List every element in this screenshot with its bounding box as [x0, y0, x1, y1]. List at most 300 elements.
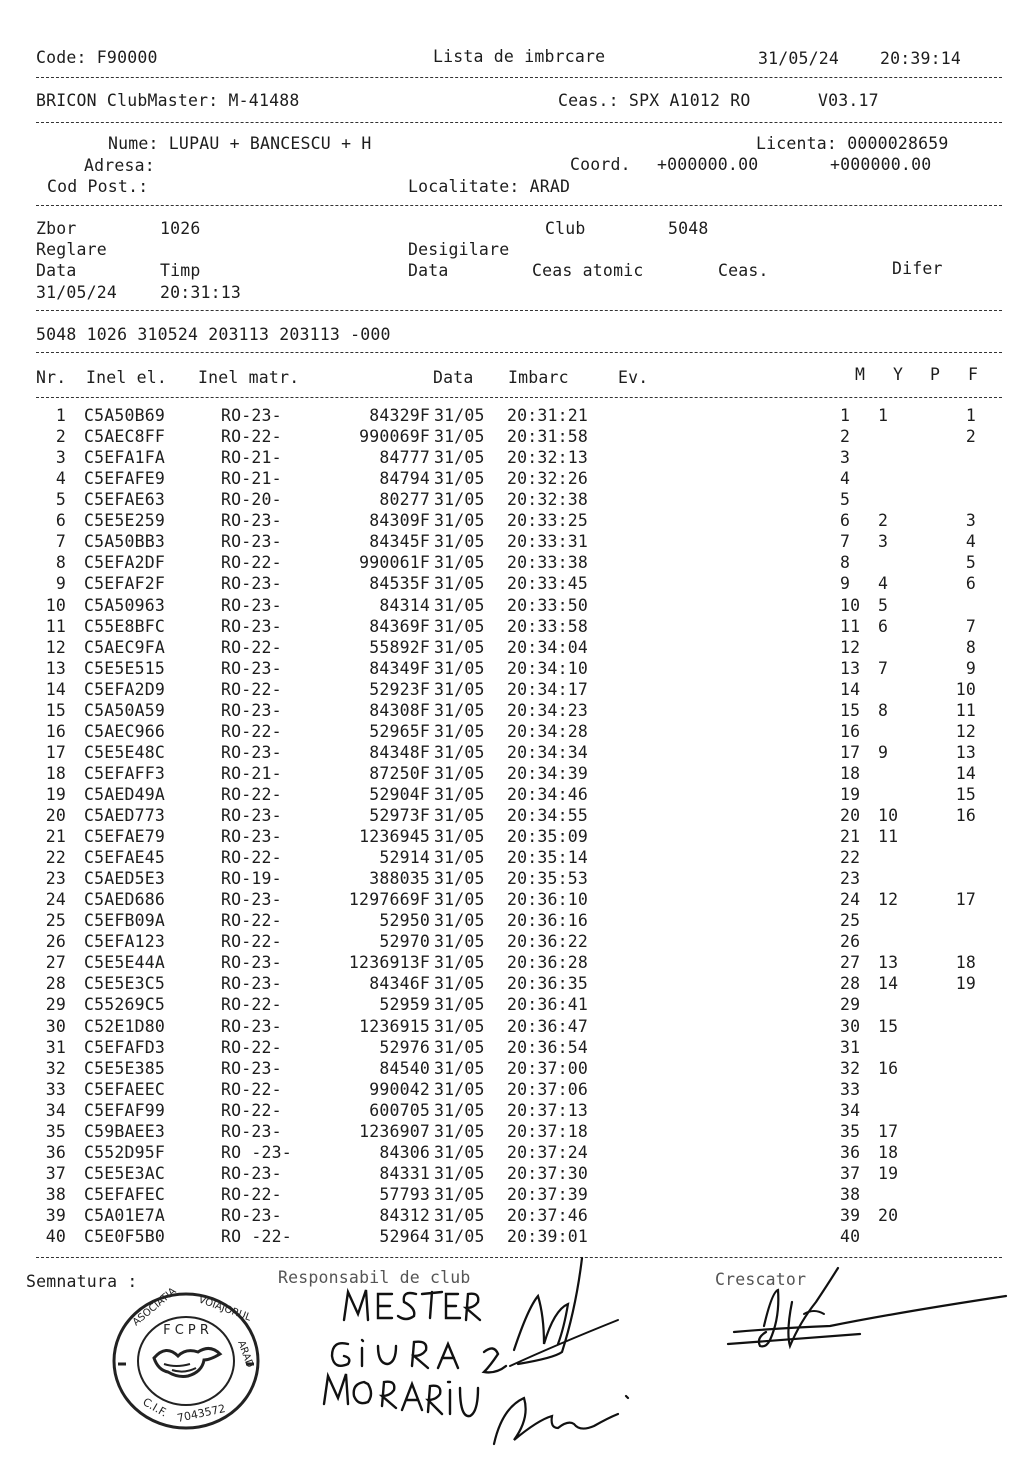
rank-m: 4 — [840, 469, 851, 489]
ring-number: 84349F — [369, 658, 430, 678]
ring-prefix: RO-21- — [221, 469, 282, 489]
svg-text:ARAD: ARAD — [235, 1339, 256, 1370]
ring-number: 52976 — [379, 1037, 430, 1057]
rank-y: 16 — [878, 1058, 899, 1078]
col-ev: Ev. — [618, 368, 649, 387]
ring-prefix: RO-23- — [221, 1121, 282, 1141]
rank-m: 18 — [840, 763, 861, 783]
ring-prefix: RO-23- — [221, 827, 282, 846]
ring-prefix: RO-21- — [221, 448, 282, 468]
ring-number: 1236907 — [359, 1121, 430, 1141]
arrival-date: 31/05 — [434, 1100, 485, 1120]
rank-m: 39 — [840, 1205, 861, 1225]
ring-prefix: RO-23- — [221, 1205, 282, 1225]
rank-m: 6 — [840, 511, 851, 531]
table-row — [0, 722, 1024, 743]
ring-prefix: RO-23- — [221, 806, 282, 825]
rank-y: 3 — [878, 532, 889, 552]
row-number: 11 — [45, 616, 66, 636]
difference-label: Difer — [892, 259, 943, 278]
rank-m: 37 — [840, 1163, 861, 1183]
rank-f: 17 — [955, 890, 976, 910]
svg-text:ASOCIATIA: ASOCIATIA — [130, 1286, 179, 1329]
table-row — [0, 680, 1024, 701]
rank-y: 5 — [878, 595, 889, 615]
ring-prefix: RO-23- — [221, 658, 282, 678]
row-number: 14 — [45, 679, 66, 699]
col-imbarc: Imbarc — [508, 368, 569, 387]
table-row — [0, 448, 1024, 469]
table-row — [0, 932, 1024, 953]
arrival-date: 31/05 — [434, 953, 485, 973]
table-row — [0, 1227, 1024, 1248]
col-p: P — [930, 365, 941, 384]
ring-prefix: RO-23- — [221, 1163, 282, 1183]
rank-y: 14 — [878, 974, 899, 994]
ring-number: 52923F — [369, 679, 430, 699]
arrival-date: 31/05 — [434, 469, 485, 489]
row-number: 36 — [45, 1142, 66, 1162]
ring-number: 84794 — [379, 469, 430, 489]
club-responsible-signatures — [318, 1248, 678, 1453]
table-row — [0, 890, 1024, 911]
arrival-time: 20:37:30 — [507, 1163, 589, 1183]
rank-y: 17 — [878, 1121, 899, 1141]
row-number: 1 — [55, 406, 66, 425]
locality: Localitate: ARAD — [408, 177, 571, 196]
arrival-date: 31/05 — [434, 1079, 485, 1099]
table-row — [0, 469, 1024, 490]
clock-id: Ceas.: SPX A1012 RO — [558, 91, 751, 110]
rank-y: 7 — [878, 658, 889, 678]
electronic-ring: C5E5E3AC — [84, 1163, 166, 1183]
electronic-ring: C5AEC966 — [84, 721, 166, 741]
table-row — [0, 869, 1024, 890]
table-row — [0, 1143, 1024, 1164]
separator — [36, 310, 1002, 311]
code-label: Code: F90000 — [36, 48, 158, 67]
electronic-ring: C5E5E515 — [84, 658, 166, 678]
svg-text:7043572: 7043572 — [175, 1402, 227, 1425]
rank-f: 19 — [955, 974, 976, 994]
rank-m: 28 — [840, 974, 861, 994]
table-row — [0, 617, 1024, 638]
club-responsible-label: Responsabil de club — [278, 1268, 471, 1287]
arrival-date: 31/05 — [434, 911, 485, 931]
club-label: Club — [545, 219, 586, 238]
ring-number: 84312 — [379, 1205, 430, 1225]
table-row — [0, 574, 1024, 595]
rank-m: 10 — [840, 595, 861, 615]
ring-prefix: RO-22- — [221, 553, 282, 573]
table-row — [0, 1080, 1024, 1101]
ring-prefix: RO-23- — [221, 974, 282, 994]
ring-prefix: RO-23- — [221, 742, 282, 762]
row-number: 22 — [45, 848, 66, 867]
arrival-time: 20:37:00 — [507, 1058, 589, 1078]
rank-y: 13 — [878, 953, 899, 973]
flight-label: Zbor — [36, 219, 77, 238]
ring-prefix: RO-22- — [221, 637, 282, 657]
arrival-date: 31/05 — [434, 574, 485, 594]
ring-prefix: RO -22- — [221, 1227, 292, 1246]
ring-number: 84346F — [369, 974, 430, 994]
table-row — [0, 1101, 1024, 1122]
rank-f: 16 — [955, 806, 976, 825]
arrival-time: 20:33:50 — [507, 595, 589, 615]
electronic-ring: C5EFAFD3 — [84, 1037, 166, 1057]
ring-prefix: RO-22- — [221, 784, 282, 804]
rank-m: 33 — [840, 1079, 861, 1099]
rank-f: 15 — [955, 784, 976, 804]
ring-number: 1297669F — [348, 890, 430, 910]
table-row — [0, 1059, 1024, 1080]
arrival-date: 31/05 — [434, 637, 485, 657]
arrival-time: 20:36:41 — [507, 995, 589, 1015]
ring-prefix: RO -23- — [221, 1142, 292, 1162]
rank-m: 34 — [840, 1100, 861, 1120]
table-row — [0, 848, 1024, 869]
rank-f: 10 — [955, 679, 976, 699]
electronic-ring: C5EFAE63 — [84, 490, 166, 510]
rank-f: 12 — [955, 721, 976, 741]
svg-text:VOIAJORUL: VOIAJORUL — [196, 1294, 253, 1324]
electronic-ring: C52E1D80 — [84, 1016, 166, 1036]
ring-number: 388035 — [369, 869, 430, 889]
unsealing-date-label: Data — [408, 261, 449, 280]
arrival-date: 31/05 — [434, 890, 485, 910]
arrival-date: 31/05 — [434, 1058, 485, 1078]
rank-f: 7 — [965, 616, 976, 636]
arrival-time: 20:33:38 — [507, 553, 589, 573]
arrival-date: 31/05 — [434, 490, 485, 510]
rank-f: 5 — [965, 553, 976, 573]
ring-number: 84306 — [379, 1142, 430, 1162]
rank-m: 38 — [840, 1184, 861, 1204]
arrival-time: 20:34:39 — [507, 763, 589, 783]
row-number: 27 — [45, 953, 66, 973]
row-number: 35 — [45, 1121, 66, 1141]
rank-m: 17 — [840, 742, 861, 762]
ring-number: 990069F — [359, 427, 430, 447]
rank-f: 1 — [965, 406, 976, 425]
electronic-ring: C5EFAFEC — [84, 1184, 166, 1204]
ring-number: 84308F — [369, 700, 430, 720]
ring-number: 84314 — [379, 595, 430, 615]
rank-f: 11 — [955, 700, 976, 720]
ring-number: 84309F — [369, 511, 430, 531]
table-row — [0, 953, 1024, 974]
arrival-date: 31/05 — [434, 679, 485, 699]
row-number: 29 — [45, 995, 66, 1015]
arrival-date: 31/05 — [434, 784, 485, 804]
electronic-ring: C5EFAFF3 — [84, 763, 166, 783]
signature-label: Semnatura : — [26, 1272, 138, 1291]
electronic-ring: C5AED49A — [84, 784, 166, 804]
ring-prefix: RO-22- — [221, 1184, 282, 1204]
ring-prefix: RO-22- — [221, 932, 282, 952]
rank-m: 30 — [840, 1016, 861, 1036]
table-row — [0, 974, 1024, 995]
row-number: 23 — [45, 869, 66, 889]
rank-m: 36 — [840, 1142, 861, 1162]
rank-f: 14 — [955, 763, 976, 783]
separator — [36, 122, 1002, 123]
electronic-ring: C5EFAE45 — [84, 848, 166, 867]
col-y: Y — [893, 365, 904, 384]
arrival-date: 31/05 — [434, 532, 485, 552]
ring-number: 990061F — [359, 553, 430, 573]
rank-f: 3 — [965, 511, 976, 531]
ring-number: 52950 — [379, 911, 430, 931]
rank-m: 16 — [840, 721, 861, 741]
ring-prefix: RO-22- — [221, 679, 282, 699]
postal-code: Cod Post.: — [47, 177, 149, 196]
clubmaster-id: BRICON ClubMaster: M-41488 — [36, 91, 300, 110]
coord-y: +000000.00 — [830, 155, 932, 174]
electronic-ring: C5A01E7A — [84, 1205, 166, 1225]
electronic-ring: C55E8BFC — [84, 616, 166, 636]
rank-m: 24 — [840, 890, 861, 910]
table-row — [0, 827, 1024, 848]
rank-m: 31 — [840, 1037, 861, 1057]
arrival-time: 20:33:31 — [507, 532, 589, 552]
electronic-ring: C59BAEE3 — [84, 1121, 166, 1141]
setting-label: Reglare — [36, 240, 107, 259]
rank-y: 2 — [878, 511, 889, 531]
breeder-label: Crescator — [715, 1270, 807, 1289]
row-number: 3 — [55, 448, 66, 468]
row-number: 33 — [45, 1079, 66, 1099]
rank-m: 32 — [840, 1058, 861, 1078]
separator — [36, 77, 1002, 78]
arrival-time: 20:34:55 — [507, 806, 589, 825]
arrival-time: 20:37:46 — [507, 1205, 589, 1225]
ring-number: 55892F — [369, 637, 430, 657]
table-row — [0, 553, 1024, 574]
print-time: 20:39:14 — [880, 49, 962, 68]
row-number: 37 — [45, 1163, 66, 1183]
arrival-date: 31/05 — [434, 595, 485, 615]
ring-prefix: RO-21- — [221, 763, 282, 783]
breeder-signature — [720, 1262, 1010, 1362]
ring-prefix: RO-22- — [221, 1100, 282, 1120]
ring-prefix: RO-23- — [221, 700, 282, 720]
row-number: 38 — [45, 1184, 66, 1204]
row-number: 8 — [55, 553, 66, 573]
rank-m: 11 — [840, 616, 861, 636]
ring-prefix: RO-23- — [221, 953, 282, 973]
arrival-date: 31/05 — [434, 827, 485, 846]
electronic-ring: C5EFAE79 — [84, 827, 166, 846]
electronic-ring: C5AED686 — [84, 890, 166, 910]
electronic-ring: C5EFA1FA — [84, 448, 166, 468]
rank-y: 18 — [878, 1142, 899, 1162]
rank-m: 23 — [840, 869, 861, 889]
arrival-time: 20:39:01 — [507, 1227, 589, 1246]
ring-prefix: RO-23- — [221, 532, 282, 552]
arrival-time: 20:34:46 — [507, 784, 589, 804]
ring-prefix: RO-22- — [221, 995, 282, 1015]
ring-number: 84535F — [369, 574, 430, 594]
ring-number: 84329F — [369, 406, 430, 425]
ring-prefix: RO-22- — [221, 1079, 282, 1099]
ring-number: 84331 — [379, 1163, 430, 1183]
arrival-date: 31/05 — [434, 553, 485, 573]
arrival-date: 31/05 — [434, 742, 485, 762]
table-row — [0, 427, 1024, 448]
electronic-ring: C5EFA123 — [84, 932, 166, 952]
arrival-date: 31/05 — [434, 974, 485, 994]
rank-y: 4 — [878, 574, 889, 594]
row-number: 20 — [45, 806, 66, 825]
arrival-date: 31/05 — [434, 1016, 485, 1036]
arrival-time: 20:36:54 — [507, 1037, 589, 1057]
arrival-time: 20:31:58 — [507, 427, 589, 447]
ring-prefix: RO-23- — [221, 616, 282, 636]
arrival-date: 31/05 — [434, 995, 485, 1015]
ring-prefix: RO-22- — [221, 911, 282, 931]
row-number: 31 — [45, 1037, 66, 1057]
rank-f: 13 — [955, 742, 976, 762]
ring-number: 87250F — [369, 763, 430, 783]
rank-m: 13 — [840, 658, 861, 678]
ring-number: 52965F — [369, 721, 430, 741]
row-number: 9 — [55, 574, 66, 594]
rank-m: 5 — [840, 490, 851, 510]
arrival-date: 31/05 — [434, 848, 485, 867]
electronic-ring: C5EFA2DF — [84, 553, 166, 573]
arrival-date: 31/05 — [434, 700, 485, 720]
ring-number: 84777 — [379, 448, 430, 468]
table-row — [0, 1164, 1024, 1185]
electronic-ring: C5EFAF2F — [84, 574, 166, 594]
arrival-time: 20:33:25 — [507, 511, 589, 531]
ring-prefix: RO-23- — [221, 890, 282, 910]
rank-m: 2 — [840, 427, 851, 447]
table-row — [0, 511, 1024, 532]
rank-f: 8 — [965, 637, 976, 657]
code-line: 5048 1026 310524 203113 203113 -000 — [36, 325, 391, 344]
table-row — [0, 1017, 1024, 1038]
row-number: 6 — [55, 511, 66, 531]
arrival-time: 20:34:34 — [507, 742, 589, 762]
table-row — [0, 596, 1024, 617]
arrival-time: 20:36:22 — [507, 932, 589, 952]
arrival-time: 20:34:17 — [507, 679, 589, 699]
time-label: Timp — [160, 261, 201, 280]
arrival-time: 20:35:09 — [507, 827, 589, 846]
arrival-date: 31/05 — [434, 869, 485, 889]
table-row — [0, 785, 1024, 806]
arrival-time: 20:37:39 — [507, 1184, 589, 1204]
rank-m: 25 — [840, 911, 861, 931]
electronic-ring: C5E5E48C — [84, 742, 166, 762]
arrival-time: 20:32:38 — [507, 490, 589, 510]
ring-prefix: RO-19- — [221, 869, 282, 889]
firmware-version: V03.17 — [818, 91, 879, 110]
arrival-date: 31/05 — [434, 932, 485, 952]
ring-prefix: RO-22- — [221, 848, 282, 867]
ring-number: 84345F — [369, 532, 430, 552]
row-number: 2 — [55, 427, 66, 447]
ring-number: 52959 — [379, 995, 430, 1015]
row-number: 32 — [45, 1058, 66, 1078]
table-row — [0, 1206, 1024, 1227]
ring-number: 84348F — [369, 742, 430, 762]
table-row — [0, 995, 1024, 1016]
table-row — [0, 638, 1024, 659]
row-number: 39 — [45, 1205, 66, 1225]
rank-f: 4 — [965, 532, 976, 552]
row-number: 34 — [45, 1100, 66, 1120]
arrival-time: 20:37:18 — [507, 1121, 589, 1141]
row-number: 26 — [45, 932, 66, 952]
arrival-date: 31/05 — [434, 1205, 485, 1225]
col-nr: Nr. — [36, 368, 67, 387]
row-number: 28 — [45, 974, 66, 994]
rank-y: 10 — [878, 806, 899, 825]
rank-f: 18 — [955, 953, 976, 973]
ring-number: 1236915 — [359, 1016, 430, 1036]
table-row — [0, 1185, 1024, 1206]
row-number: 10 — [45, 595, 66, 615]
electronic-ring: C5A50A59 — [84, 700, 166, 720]
row-number: 12 — [45, 637, 66, 657]
ring-number: 84369F — [369, 616, 430, 636]
row-number: 30 — [45, 1016, 66, 1036]
arrival-date: 31/05 — [434, 1121, 485, 1141]
arrival-time: 20:34:10 — [507, 658, 589, 678]
ring-number: 80277 — [379, 490, 430, 510]
arrival-date: 31/05 — [434, 511, 485, 531]
table-row — [0, 406, 1024, 427]
arrival-time: 20:36:10 — [507, 890, 589, 910]
arrival-time: 20:35:14 — [507, 848, 589, 867]
table-row — [0, 911, 1024, 932]
arrival-date: 31/05 — [434, 1227, 485, 1246]
atomic-clock-label: Ceas atomic — [532, 261, 644, 280]
rank-f: 9 — [965, 658, 976, 678]
ring-number: 52970 — [379, 932, 430, 952]
rank-m: 19 — [840, 784, 861, 804]
rank-m: 12 — [840, 637, 861, 657]
col-inel-matr: Inel matr. — [198, 368, 300, 387]
electronic-ring: C5E5E385 — [84, 1058, 166, 1078]
rank-m: 8 — [840, 553, 851, 573]
row-number: 16 — [45, 721, 66, 741]
arrival-time: 20:33:45 — [507, 574, 589, 594]
ring-number: 57793 — [379, 1184, 430, 1204]
arrival-time: 20:36:35 — [507, 974, 589, 994]
ring-prefix: RO-22- — [221, 1037, 282, 1057]
ring-number: 52973F — [369, 806, 430, 825]
separator — [36, 352, 1002, 353]
arrival-date: 31/05 — [434, 448, 485, 468]
arrival-time: 20:33:58 — [507, 616, 589, 636]
row-number: 24 — [45, 890, 66, 910]
rank-m: 20 — [840, 806, 861, 825]
document-title: Lista de imbrcare — [433, 47, 606, 66]
col-data: Data — [433, 368, 474, 387]
arrival-time: 20:37:06 — [507, 1079, 589, 1099]
ring-prefix: RO-23- — [221, 574, 282, 594]
arrival-date: 31/05 — [434, 406, 485, 425]
arrival-date: 31/05 — [434, 427, 485, 447]
arrival-date: 31/05 — [434, 1037, 485, 1057]
rank-m: 27 — [840, 953, 861, 973]
ring-prefix: RO-23- — [221, 1016, 282, 1036]
